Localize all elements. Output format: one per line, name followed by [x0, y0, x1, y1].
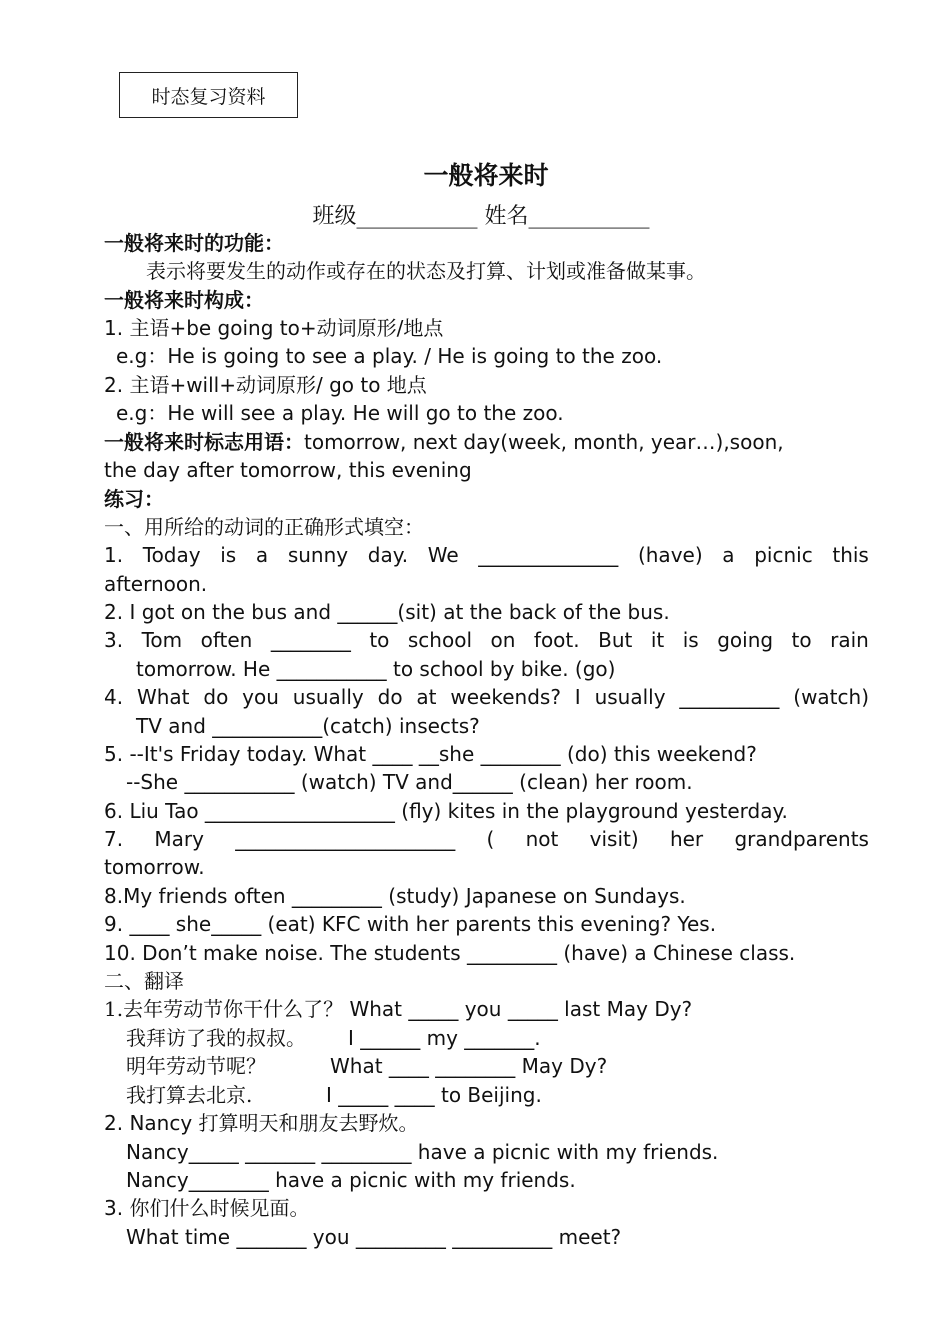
- word: (have): [637, 543, 703, 567]
- word: sunny: [287, 543, 349, 567]
- function-text: 表示将要发生的动作或存在的状态及打算、计划或准备做某事。: [146, 259, 706, 283]
- structure-1: 1. 主语+be going to+动词原形/地点: [104, 316, 444, 340]
- word: do: [377, 685, 403, 709]
- word: school: [407, 628, 473, 652]
- exercise-5-line-1: 5. --It's Friday today. What ____ __she ________ (do) this weekend?: [104, 742, 757, 766]
- word: do: [203, 685, 229, 709]
- translation-1a-en: What _____ you _____ last May Dy?: [349, 997, 693, 1021]
- exercise-4-line-1: [104, 683, 869, 711]
- exercise-3-line-1: [104, 626, 869, 654]
- word: grandparents: [734, 827, 869, 851]
- exercise-2: 2. I got on the bus and ______(sit) at the back of the bus.: [104, 600, 670, 624]
- header-box-label: 时态复习资料: [151, 85, 266, 108]
- exercise-1-line-2: afternoon.: [104, 572, 208, 596]
- translation-2a: Nancy_____ _______ _________ have a picnic with my friends.: [126, 1140, 719, 1164]
- exercise-4-line-2: TV and ___________(catch) insects?: [136, 714, 480, 738]
- word: a: [255, 543, 269, 567]
- translation-3a: What time _______ you _________ __________ meet?: [126, 1225, 622, 1249]
- exercise-9: 9. ____ she_____ (eat) KFC with her parents this evening? Yes.: [104, 912, 717, 936]
- word: picnic: [754, 543, 813, 567]
- word: weekends?: [450, 685, 561, 709]
- word: I: [574, 685, 581, 709]
- word: usually: [292, 685, 364, 709]
- signal-words-2: the day after tomorrow, this evening: [104, 458, 472, 482]
- part1-heading: 一、用所给的动词的正确形式填空：: [104, 515, 424, 539]
- word: 4.: [104, 685, 124, 709]
- structure-2: 2. 主语+will+动词原形/ go to 地点: [104, 373, 427, 397]
- exercise-7-line-2: tomorrow.: [104, 855, 205, 879]
- translation-1a-cn: 1.去年劳动节你干什么了？: [104, 997, 344, 1021]
- word: ______________: [478, 543, 619, 567]
- word: at: [416, 685, 437, 709]
- translation-3-cn: 你们什么时候见面。: [129, 1196, 310, 1220]
- translation-1c-en: What ____ ________ May Dy?: [330, 1054, 608, 1078]
- word: this: [832, 543, 869, 567]
- word: foot.: [533, 628, 580, 652]
- translation-1a: [104, 995, 692, 1023]
- word: often: [200, 628, 253, 652]
- exercise-5-line-2: --She ___________ (watch) TV and______ (clean) her room.: [126, 770, 693, 794]
- function-heading: 一般将来时的功能：: [104, 231, 284, 255]
- signal-heading: 一般将来时标志用语：: [104, 430, 304, 454]
- word: is: [682, 628, 699, 652]
- translation-2-prefix: 2. Nancy: [104, 1111, 199, 1135]
- exercise-8: 8.My friends often _________ (study) Japanese on Sundays.: [104, 884, 686, 908]
- word: 1.: [104, 543, 124, 567]
- exercise-7-line-1: [104, 825, 869, 853]
- page-title: 一般将来时: [423, 161, 549, 190]
- exercise-3-line-2: tomorrow. He ___________ to school by bike. (go): [136, 657, 616, 681]
- word: 3.: [104, 628, 124, 652]
- part2-heading: 二、翻译: [104, 969, 184, 993]
- word: Tom: [141, 628, 183, 652]
- exercise-1-line-1: [104, 541, 869, 569]
- structure-heading: 一般将来时构成：: [104, 288, 264, 312]
- example-2: e.g：He will see a play. He will go to the zoo.: [116, 401, 564, 425]
- translation-3: [104, 1194, 309, 1222]
- word: ______________________: [235, 827, 456, 851]
- word: is: [220, 543, 237, 567]
- word: her: [669, 827, 704, 851]
- translation-1c-cn: 明年劳动节呢？: [126, 1054, 266, 1078]
- word: We: [427, 543, 459, 567]
- signal-words-1: tomorrow, next day(week, month, year…),soon,: [304, 430, 784, 454]
- word: (watch): [793, 685, 869, 709]
- word: visit): [589, 827, 639, 851]
- header-box: [119, 72, 298, 118]
- word: it: [650, 628, 665, 652]
- word: Mary: [154, 827, 204, 851]
- translation-2-cn: 打算明天和朋友去野炊。: [198, 1111, 419, 1135]
- word: What: [136, 685, 190, 709]
- word: not: [525, 827, 559, 851]
- word: on: [490, 628, 516, 652]
- word: a: [722, 543, 735, 567]
- example-1: e.g：He is going to see a play. / He is going to the zoo.: [116, 344, 663, 368]
- word: ________: [270, 628, 351, 652]
- word: to: [791, 628, 812, 652]
- translation-1b-cn: 我拜访了我的叔叔。: [126, 1026, 306, 1050]
- word: going: [717, 628, 774, 652]
- translation-1d-cn: 我打算去北京.: [126, 1083, 253, 1107]
- word: But: [598, 628, 633, 652]
- word: usually: [594, 685, 666, 709]
- translation-3-prefix: 3.: [104, 1196, 130, 1220]
- translation-1b-en: I ______ my _______.: [348, 1026, 541, 1050]
- word: 7.: [104, 827, 124, 851]
- word: to: [369, 628, 390, 652]
- translation-2: [104, 1109, 419, 1137]
- exercise-10: 10. Don’t make noise. The students _________ (have) a Chinese class.: [104, 941, 796, 965]
- word: Today: [142, 543, 201, 567]
- word: you: [242, 685, 279, 709]
- class-name-line: 班级___________ 姓名___________: [312, 204, 650, 229]
- word: (: [486, 827, 495, 851]
- practice-heading: 练习：: [104, 487, 164, 511]
- translation-1d-en: I _____ ____ to Beijing.: [326, 1083, 542, 1107]
- translation-2b: Nancy________ have a picnic with my friends.: [126, 1168, 576, 1192]
- exercise-6: 6. Liu Tao ___________________ (fly) kites in the playground yesterday.: [104, 799, 788, 823]
- word: rain: [830, 628, 869, 652]
- word: __________: [679, 685, 780, 709]
- signal-words-line: [104, 428, 784, 456]
- word: day.: [367, 543, 409, 567]
